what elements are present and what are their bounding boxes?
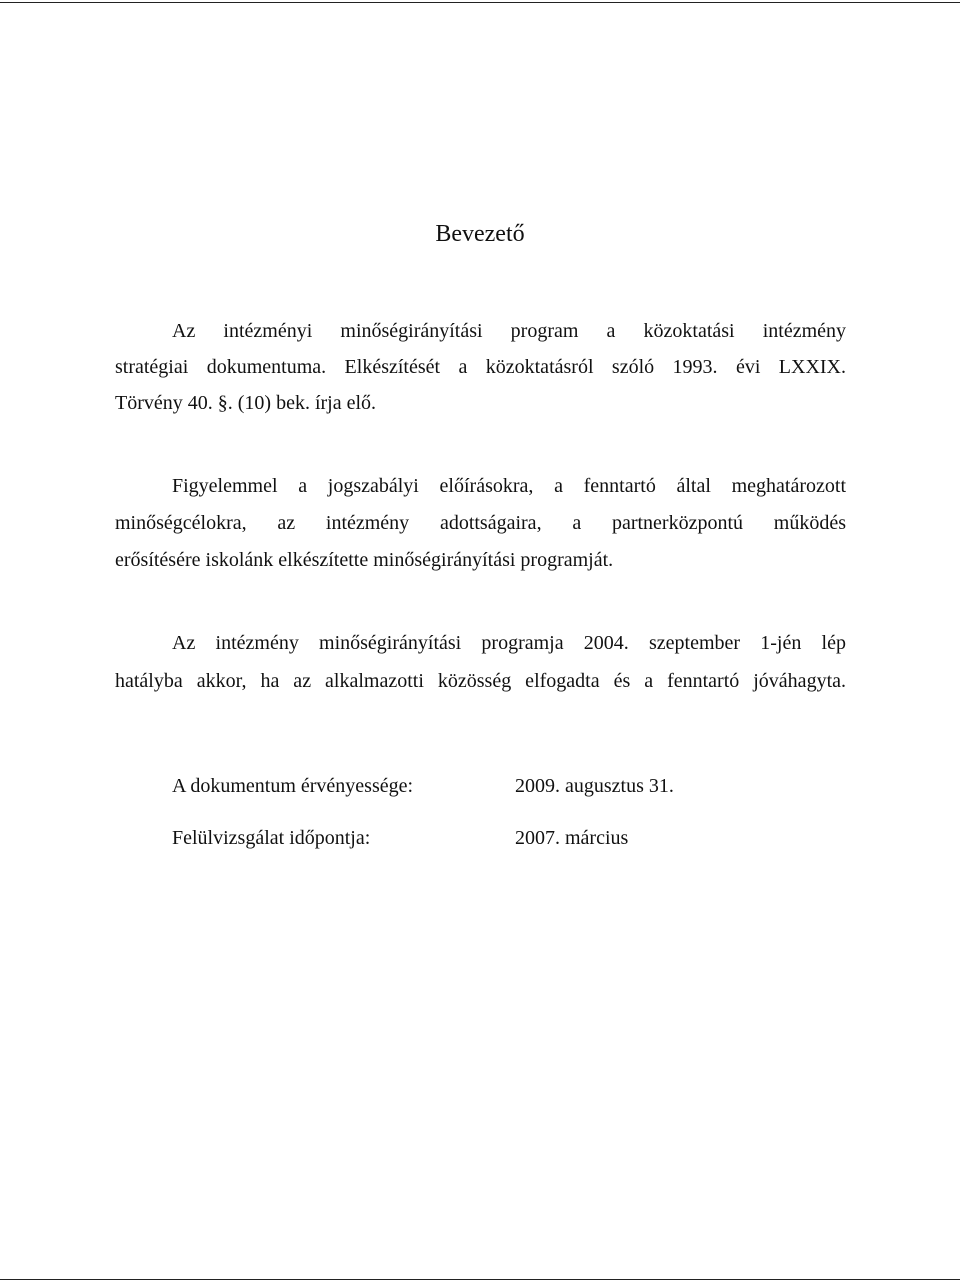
review-label: Felülvizsgálat időpontja: <box>172 827 371 849</box>
paragraph-line: Törvény 40. §. (10) bek. írja elő. <box>115 392 377 414</box>
intro-paragraph <box>115 313 846 421</box>
paragraph-line: Az intézményi minőségirányítási program a közoktatási intézmény <box>172 320 846 342</box>
top-border-line <box>0 2 960 3</box>
validity-label: A dokumentum érvényessége: <box>172 775 414 797</box>
regulation-paragraph <box>115 468 846 579</box>
paragraph-line: erősítésére iskolánk elkészítette minőségirányítási programját. <box>115 549 614 571</box>
validity-value: 2009. augusztus 31. <box>515 775 674 797</box>
effective-date-paragraph <box>115 624 846 700</box>
review-value: 2007. március <box>515 827 629 849</box>
paragraph-line: Figyelemmel a jogszabályi előírásokra, a fenntartó által meghatározott <box>172 475 846 497</box>
page-title: Bevezető <box>435 221 525 247</box>
paragraph-line: stratégiai dokumentuma. Elkészítését a közoktatásról szóló 1993. évi LXXIX. <box>115 356 846 378</box>
paragraph-line: hatályba akkor, ha az alkalmazotti közösség elfogadta és a fenntartó jóváhagyta. <box>115 670 846 692</box>
paragraph-line: minőségcélokra, az intézmény adottságaira, a partnerközpontú működés <box>115 512 846 534</box>
paragraph-line: Az intézmény minőségirányítási programja 2004. szeptember 1-jén lép <box>172 632 846 654</box>
bottom-border-line <box>0 1279 960 1280</box>
validity-row <box>172 772 674 800</box>
review-row <box>172 824 628 852</box>
